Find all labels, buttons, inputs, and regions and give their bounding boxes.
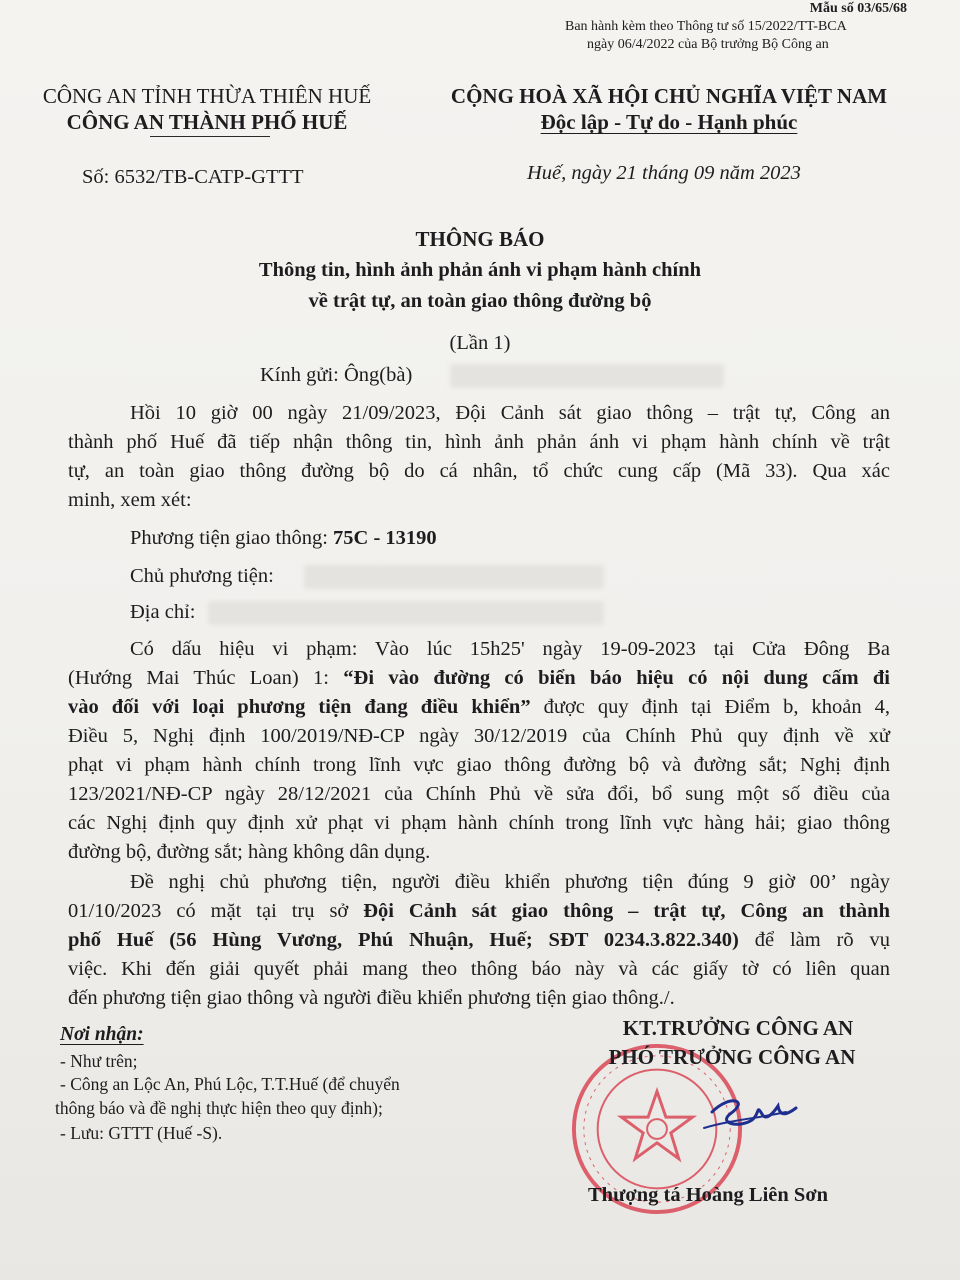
recipient-item: thông báo và đề nghị thực hiện theo quy định); bbox=[55, 1098, 383, 1118]
agency-name: CÔNG AN THÀNH PHỐ HUẾ bbox=[66, 110, 348, 134]
recipient-item: - Công an Lộc An, Phú Lộc, T.T.Huế (để chuyển bbox=[60, 1074, 400, 1094]
vehicle-label: Phương tiện giao thông: bbox=[130, 527, 328, 549]
document-subtitle-1: Thông tin, hình ảnh phản ánh vi phạm hành chính bbox=[258, 259, 702, 281]
violation-paragraph: Có dấu hiệu vi phạm: Vào lúc 15h25' ngày 19-09-2023 tại Cửa Đông Ba (Hướng Mai Thúc Loan) 1: “Đi vào đường có biển báo hiệu có nội dung cấm đi vào đối với loại phương tiện đang điều khiển” được quy định tại Điểm b, khoản 4, Điều 5, Nghị định 100/2019/NĐ-CP ngày 30/12/2019 của Chính Phủ quy định về xử phạt vi phạm hành chính trong lĩnh vực giao thông đường bộ và đường sắt; Nghị định 123/2021/NĐ-CP ngày 28/12/2021 của Chính Phủ về sửa đổi, bổ sung một số điều của các Nghị định quy định xử phạt vi phạm hành chính trong lĩnh vực hàng hải; giao thông đường bộ, đường sắt; hàng không dân dụng. bbox=[68, 638, 891, 863]
place-date: Huế, ngày 21 tháng 09 năm 2023 bbox=[527, 162, 801, 184]
form-number: Mẫu số 03/65/68 bbox=[809, 1, 907, 16]
recipient-item: - Lưu: GTTT (Huế -S). bbox=[60, 1123, 223, 1143]
form-issued-date: ngày 06/4/2022 của Bộ trưởng Bộ Công an bbox=[587, 37, 829, 52]
agency-parent: CÔNG AN TỈNH THỪA THIÊN HUẾ bbox=[42, 84, 372, 108]
document-subtitle-2: về trật tự, an toàn giao thông đường bộ bbox=[308, 290, 652, 312]
signer-name: Thượng tá Hoàng Liên Sơn bbox=[588, 1184, 829, 1206]
owner-label: Chủ phương tiện: bbox=[130, 565, 274, 587]
document-number: Số: 6532/TB-CATP-GTTT bbox=[82, 166, 304, 188]
recipients-label: Nơi nhận: bbox=[60, 1024, 144, 1045]
recipient-redacted bbox=[450, 364, 724, 388]
agency-underline bbox=[150, 136, 270, 137]
document-title: THÔNG BÁO bbox=[415, 227, 545, 251]
form-issued-with: Ban hành kèm theo Thông tư số 15/2022/TT-BCA bbox=[565, 19, 847, 34]
signature-title-1: KT.TRƯỞNG CÔNG AN bbox=[622, 1016, 854, 1040]
recipient-label: Kính gửi: Ông(bà) bbox=[260, 364, 413, 386]
signature-title-2: PHÓ TRƯỞNG CÔNG AN bbox=[608, 1045, 856, 1069]
recipient-item: - Như trên; bbox=[60, 1051, 138, 1071]
owner-redacted bbox=[304, 565, 604, 589]
vehicle-plate: 75C - 13190 bbox=[333, 527, 437, 549]
request-paragraph: Đề nghị chủ phương tiện, người điều khiển phương tiện đúng 9 giờ 00’ ngày 01/10/2023 có mặt tại trụ sở Đội Cảnh sát giao thông – trật tự, Công an thành phố Huế (56 Hùng Vương, Phú Nhuận, Huế; SĐT 0234.3.822.340) để làm rõ vụ việc. Khi đến giải quyết phải mang theo thông báo này và các giấy tờ có liên quan đến phương tiện giao thông và người điều khiển phương tiện giao thông./. bbox=[68, 871, 890, 1009]
document-round: (Lần 1) bbox=[449, 332, 511, 354]
nation-title: CỘNG HOÀ XÃ HỘI CHỦ NGHĨA VIỆT NAM bbox=[450, 84, 888, 108]
vehicle-row bbox=[130, 527, 437, 550]
intro-paragraph: Hồi 10 giờ 00 ngày 21/09/2023, Đội Cảnh sát giao thông – trật tự, Công an thành phố Huế đã tiếp nhận thông tin, hình ảnh phản ánh vi phạm hành chính về trật tự, an toàn giao thông đường bộ do cá nhân, tổ chức cung cấp (Mã 33). Qua xác minh, xem xét: bbox=[68, 402, 890, 511]
address-label: Địa chỉ: bbox=[130, 601, 196, 623]
nation-motto: Độc lập - Tự do - Hạnh phúc bbox=[540, 110, 798, 134]
handwritten-signature bbox=[690, 1084, 800, 1144]
address-redacted bbox=[208, 601, 604, 625]
